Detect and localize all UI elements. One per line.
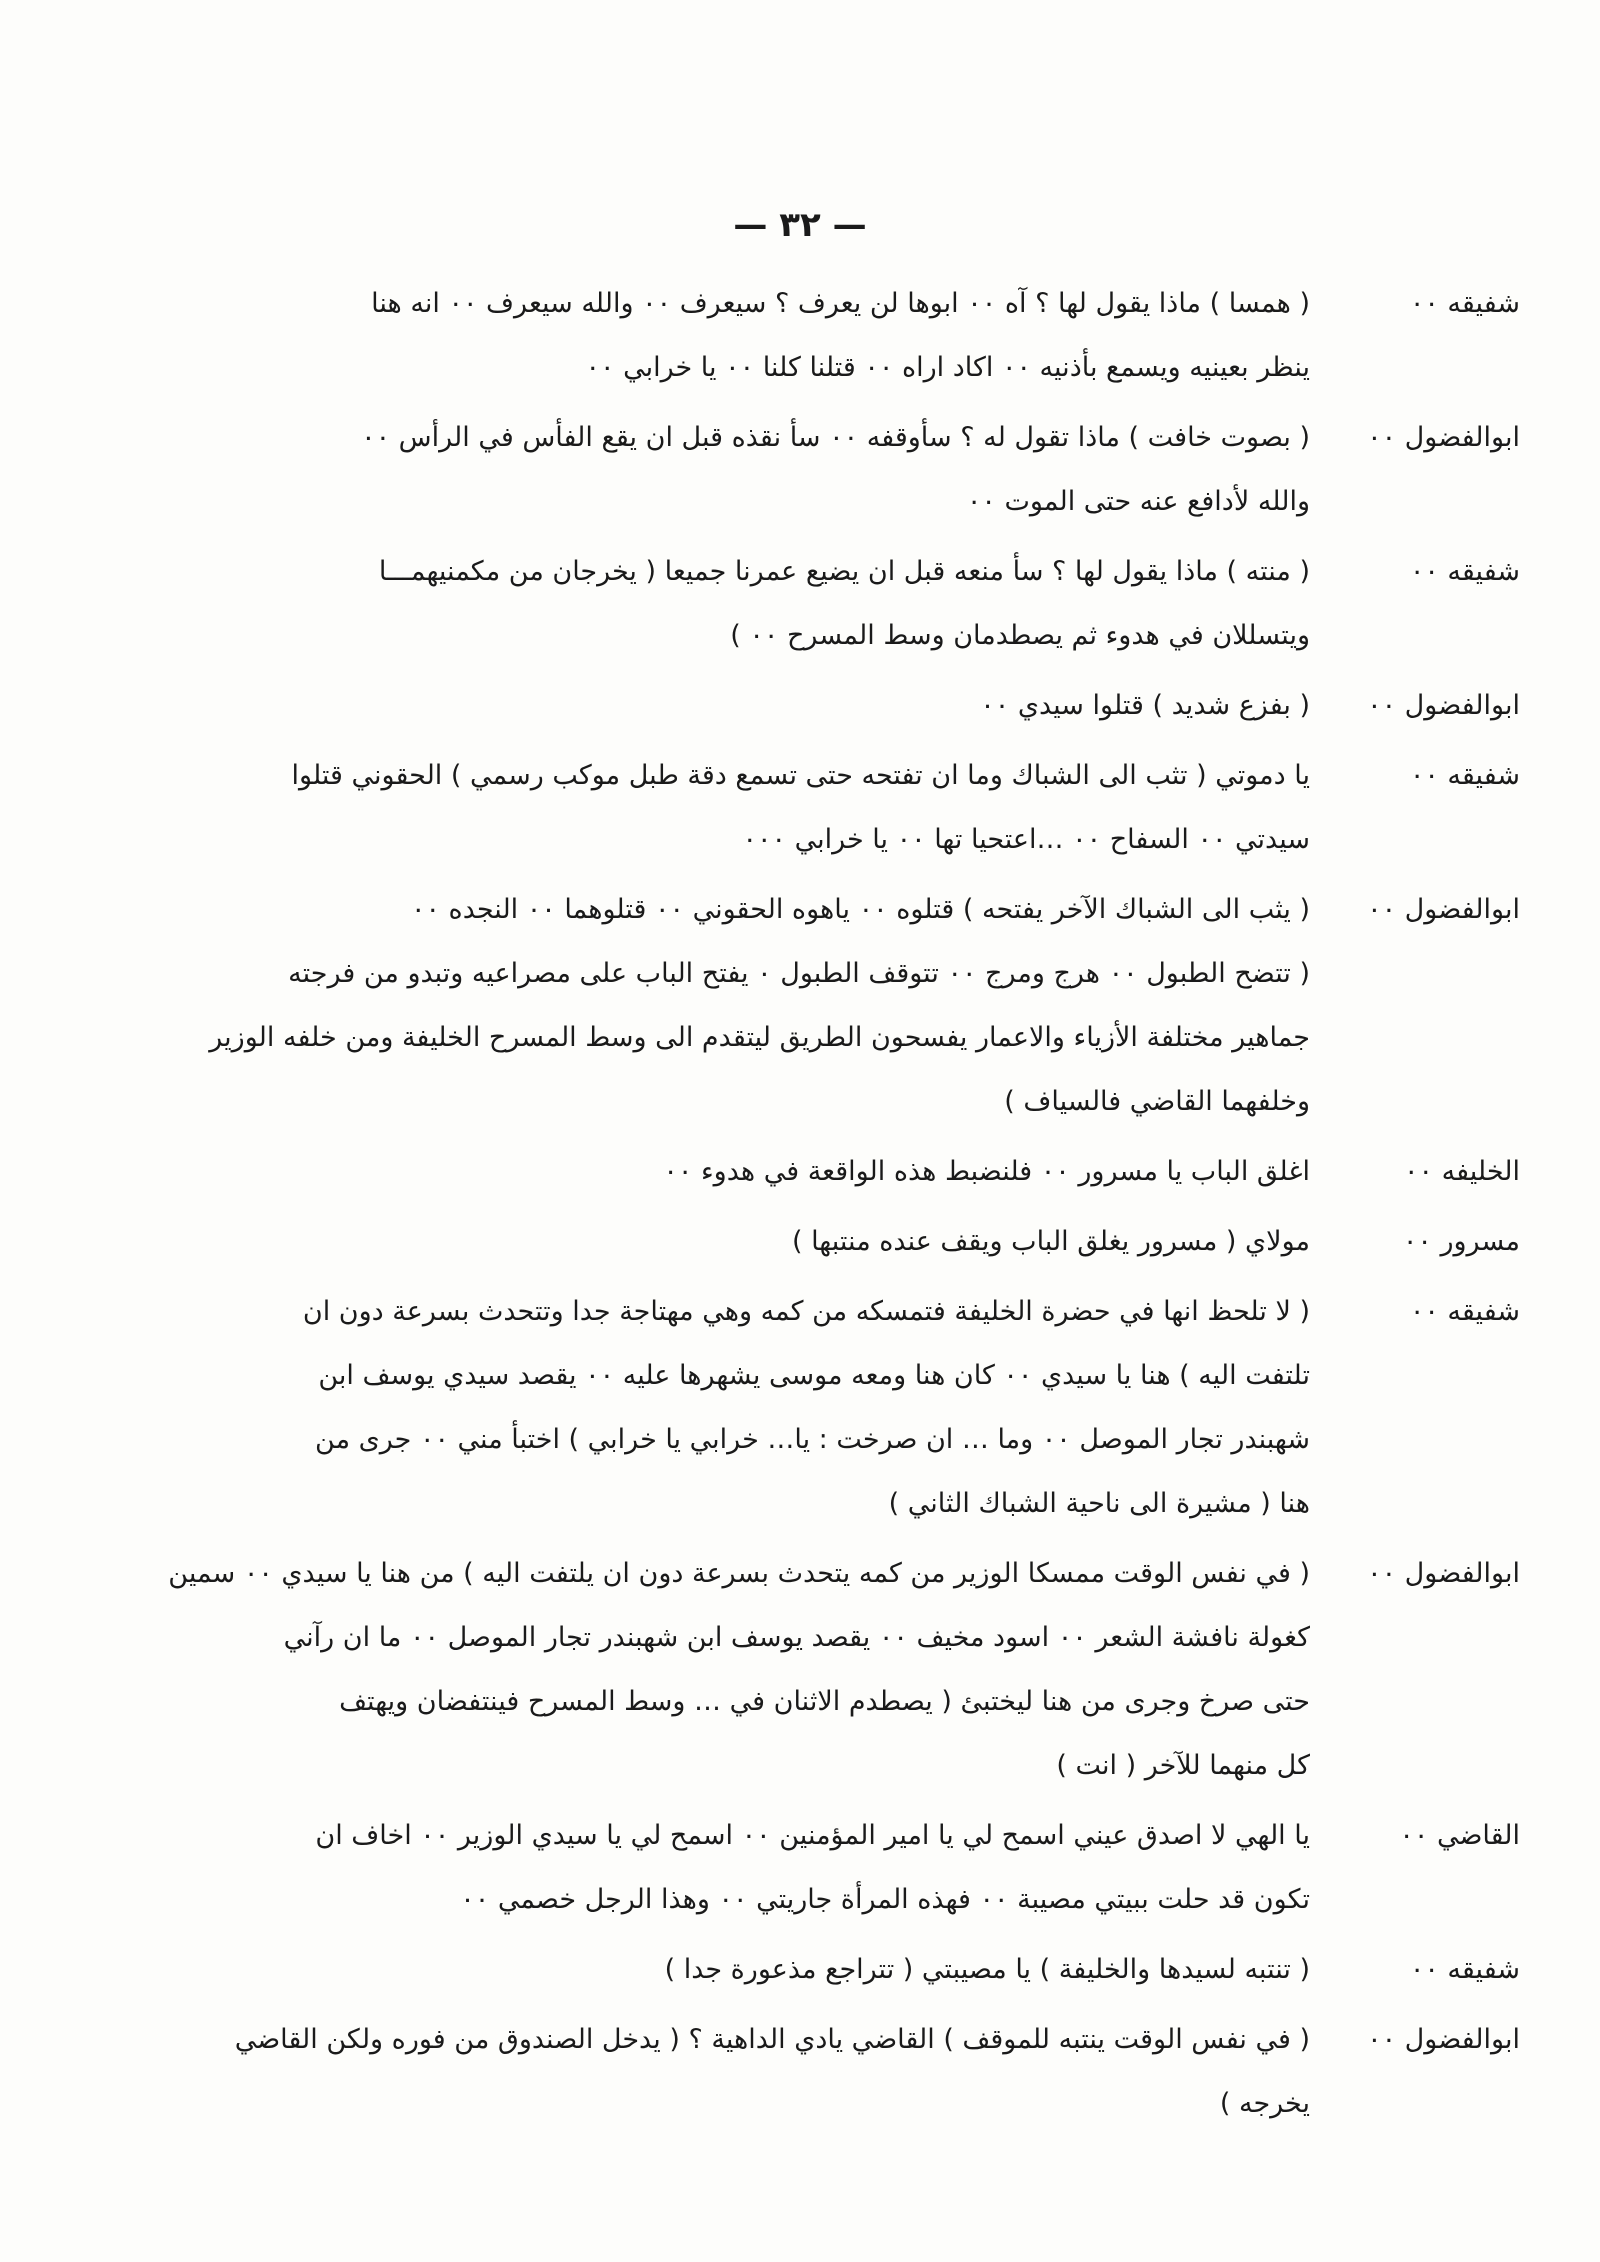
dialogue-entry xyxy=(80,878,1520,1134)
dialogue-text xyxy=(80,1140,1340,1204)
dialogue-line: يخرجه ) xyxy=(1219,2088,1310,2119)
dialogue-text xyxy=(80,878,1340,1134)
dialogue-line: تلتفت اليه ) هنا يا سيدي ٠٠ كان هنا ومعه موسى يشهرها عليه ٠٠ يقصد سيدي يوسف ابن xyxy=(318,1360,1310,1391)
dialogue-line: حتى صرخ وجرى من هنا ليختبئ ( يصطدم الاثنان في … وسط المسرح فينتفضان ويهتف xyxy=(339,1686,1310,1717)
dialogue-line: ( منته ) ماذا يقول لها ؟ سأ منعه قبل ان يضيع عمرنا جميعا ( يخرجان من مكمنيهمـــا xyxy=(378,556,1310,587)
dialogue-entry xyxy=(80,2008,1520,2136)
dialogue-text xyxy=(80,2008,1340,2136)
dialogue-entry xyxy=(80,406,1520,534)
dialogue-line: ( همسا ) ماذا يقول لها ؟ آه ٠٠ ابوها لن يعرف ؟ سيعرف ٠٠ والله سيعرف ٠٠ انه هنا xyxy=(371,288,1310,319)
speaker-name: ابوالفضول ٠٠ xyxy=(1367,894,1520,925)
dialogue-text xyxy=(80,1938,1340,2002)
dialogue-entry xyxy=(80,1140,1520,1204)
speaker-name: شفيقه ٠٠ xyxy=(1409,1296,1520,1327)
dialogue-line: وخلفهما القاضي فالسياف ) xyxy=(1004,1086,1310,1117)
speaker-name: مسرور ٠٠ xyxy=(1402,1226,1520,1257)
speaker-name: ابوالفضول ٠٠ xyxy=(1367,422,1520,453)
dialogue-line: يا دموتي ( تثب الى الشباك وما ان تفتحه حتى تسمع دقة طبل موكب رسمي ) الحقوني قتلوا xyxy=(291,760,1310,791)
speaker-name: ابوالفضول ٠٠ xyxy=(1367,1558,1520,1589)
dialogue-line: شهبندر تجار الموصل ٠٠ وما … ان صرخت : يا… خرابي يا خرابي ) اختبأ مني ٠٠ جرى من xyxy=(315,1424,1310,1455)
speaker-name: شفيقه ٠٠ xyxy=(1409,556,1520,587)
dialogue-line: ( في نفس الوقت ممسكا الوزير من كمه يتحدث بسرعة دون ان يلتفت اليه ) من هنا يا سيدي ٠٠ سمين xyxy=(168,1558,1310,1589)
dialogue-entry xyxy=(80,1542,1520,1798)
dialogue-line: ( يثب الى الشباك الآخر يفتحه ) قتلوه ٠٠ ياهوه الحقوني ٠٠ قتلوهما ٠٠ النجده ٠٠ xyxy=(410,894,1310,925)
speaker-name: القاضي ٠٠ xyxy=(1399,1820,1520,1851)
speaker-name: الخليفه ٠٠ xyxy=(1404,1156,1520,1187)
page-number: — ٣٢ — xyxy=(733,205,867,245)
dialogue-line: تكون قد حلت ببيتي مصيبة ٠٠ فهذه المرأة جاريتي ٠٠ وهذا الرجل خصمي ٠٠ xyxy=(460,1884,1310,1915)
dialogue-line: كل منهما للآخر ( انت ) xyxy=(1056,1750,1310,1781)
dialogue-line: كغولة نافشة الشعر ٠٠ اسود مخيف ٠٠ يقصد يوسف ابن شهبندر تجار الموصل ٠٠ ما ان رآني xyxy=(283,1622,1310,1653)
speaker-name: شفيقه ٠٠ xyxy=(1409,288,1520,319)
dialogue-entry xyxy=(80,1280,1520,1536)
speaker-name: ابوالفضول ٠٠ xyxy=(1367,2024,1520,2055)
dialogue-line: اغلق الباب يا مسرور ٠٠ فلنضبط هذه الواقعة في هدوء ٠٠ xyxy=(663,1156,1310,1187)
speaker-name: شفيقه ٠٠ xyxy=(1409,760,1520,791)
dialogue-line: يا الهي لا اصدق عيني اسمح لي يا امير المؤمنين ٠٠ اسمح لي يا سيدي الوزير ٠٠ اخاف ان xyxy=(315,1820,1310,1851)
dialogue-text xyxy=(80,674,1340,738)
dialogue-line: ينظر بعينيه ويسمع بأذنيه ٠٠ اكاد اراه ٠٠ قتلنا كلنا ٠٠ يا خرابي ٠٠ xyxy=(585,352,1310,383)
dialogue-entry xyxy=(80,674,1520,738)
dialogue-text xyxy=(80,1210,1340,1274)
dialogue-line: هنا ( مشيرة الى ناحية الشباك الثاني ) xyxy=(888,1488,1310,1519)
dialogue-text xyxy=(80,540,1340,668)
dialogue-entry xyxy=(80,272,1520,400)
dialogue-line: ( لا تلحظ انها في حضرة الخليفة فتمسكه من كمه وهي مهتاجة جدا وتتحدث بسرعة دون ان xyxy=(302,1296,1310,1327)
dialogue-text xyxy=(80,744,1340,872)
dialogue-line: ( في نفس الوقت ينتبه للموقف ) القاضي يادي الداهية ؟ ( يدخل الصندوق من فوره ولكن القاضي xyxy=(234,2024,1310,2055)
dialogue-entry xyxy=(80,744,1520,872)
dialogue-line: ويتسللان في هدوء ثم يصطدمان وسط المسرح ٠٠ ) xyxy=(730,620,1310,651)
dialogue-line: ( تتضح الطبول ٠٠ هرج ومرج ٠٠ تتوقف الطبول ٠ يفتح الباب على مصراعيه وتبدو من فرجته xyxy=(288,958,1310,989)
dialogue-line: ( تنتبه لسيدها والخليفة ) يا مصيبتي ( تتراجع مذعورة جدا ) xyxy=(664,1954,1310,1985)
dialogue-line: سيدتي ٠٠ السفاح ٠٠ …اعتحيا تها ٠٠ يا خرابي ٠٠٠ xyxy=(742,824,1310,855)
speaker-name: شفيقه ٠٠ xyxy=(1409,1954,1520,1985)
dialogue-entry xyxy=(80,540,1520,668)
dialogue-entry xyxy=(80,1938,1520,2002)
dialogue-entry xyxy=(80,1210,1520,1274)
dialogue-entry xyxy=(80,1804,1520,1932)
dialogue-text xyxy=(80,1804,1340,1932)
speaker-name: ابوالفضول ٠٠ xyxy=(1367,690,1520,721)
play-script xyxy=(80,272,1520,2142)
dialogue-line: والله لأدافع عنه حتى الموت ٠٠ xyxy=(966,486,1310,517)
dialogue-line: ( بفزع شديد ) قتلوا سيدي ٠٠ xyxy=(980,690,1310,721)
dialogue-text xyxy=(80,406,1340,534)
dialogue-line: ( بصوت خافت ) ماذا تقول له ؟ سأوقفه ٠٠ سأ نقذه قبل ان يقع الفأس في الرأس ٠٠ xyxy=(361,422,1310,453)
dialogue-text xyxy=(80,1280,1340,1536)
dialogue-line: جماهير مختلفة الأزياء والاعمار يفسحون الطريق ليتقدم الى وسط المسرح الخليفة ومن خلفه الوزير xyxy=(209,1022,1310,1053)
dialogue-text xyxy=(80,272,1340,400)
dialogue-text xyxy=(80,1542,1340,1798)
dialogue-line: مولاي ( مسرور يغلق الباب ويقف عنده منتبها ) xyxy=(791,1226,1310,1257)
